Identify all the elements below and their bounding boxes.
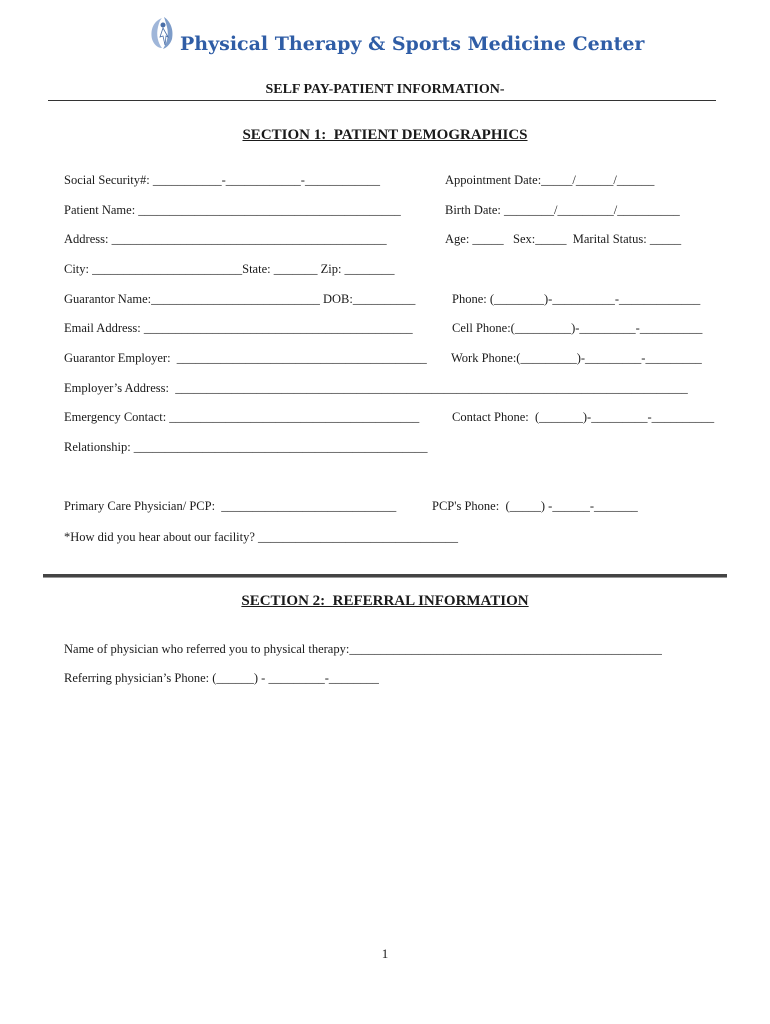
pcp-phone-field[interactable]: PCP's Phone: (_____) -______-_______ <box>432 499 638 513</box>
section1-title: SECTION 1: PATIENT DEMOGRAPHICS <box>242 127 528 143</box>
center-title: Physical Therapy & Sports Medicine Center <box>180 33 645 55</box>
address-field[interactable]: Address: ____________________________________________ <box>64 232 387 246</box>
guarantor-name-field[interactable]: Guarantor Name:___________________________ DOB:__________ <box>64 292 416 306</box>
page-number: 1 <box>381 946 389 961</box>
referring-physician-name-field[interactable]: Name of physician who referred you to physical therapy:__________________________________________________ <box>64 642 662 656</box>
employer-address-field[interactable]: Employer’s Address: __________________________________________________________________________________ <box>64 381 688 395</box>
appointment-date-field[interactable]: Appointment Date:_____/______/______ <box>445 173 655 187</box>
patient-name-field[interactable]: Patient Name: __________________________________________ <box>64 203 401 217</box>
phone-field[interactable]: Phone: (________)-__________-_____________ <box>452 292 701 306</box>
contact-phone-field[interactable]: Contact Phone: (_______)-_________-__________ <box>452 410 715 424</box>
header-divider <box>48 100 716 101</box>
city-state-zip-field[interactable]: City: ________________________State: _______ Zip: ________ <box>64 262 395 276</box>
birth-date-field[interactable]: Birth Date: ________/_________/__________ <box>445 203 680 217</box>
hear-about-field[interactable]: *How did you hear about our facility? ________________________________ <box>64 530 459 544</box>
cell-phone-field[interactable]: Cell Phone:(_________)-_________-__________ <box>452 321 703 335</box>
emergency-contact-field[interactable]: Emergency Contact: ________________________________________ <box>64 410 420 424</box>
pcp-field[interactable]: Primary Care Physician/ PCP: ____________________________ <box>64 499 397 513</box>
form-title: SELF PAY-PATIENT INFORMATION- <box>265 82 505 97</box>
ssn-field[interactable]: Social Security#: ___________-____________-____________ <box>64 173 380 187</box>
referring-physician-phone-field[interactable]: Referring physician’s Phone: (______) - _________-________ <box>64 671 379 685</box>
section2-title: SECTION 2: REFERRAL INFORMATION <box>241 593 529 609</box>
center-logo <box>144 15 180 51</box>
email-field[interactable]: Email Address: ___________________________________________ <box>64 321 413 335</box>
work-phone-field[interactable]: Work Phone:(_________)-_________-_________ <box>451 351 702 365</box>
section-divider <box>43 574 727 578</box>
age-sex-marital-field[interactable]: Age: _____ Sex:_____ Marital Status: _____ <box>445 232 682 246</box>
guarantor-employer-field[interactable]: Guarantor Employer: ________________________________________ <box>64 351 427 365</box>
relationship-field[interactable]: Relationship: _______________________________________________ <box>64 440 428 454</box>
